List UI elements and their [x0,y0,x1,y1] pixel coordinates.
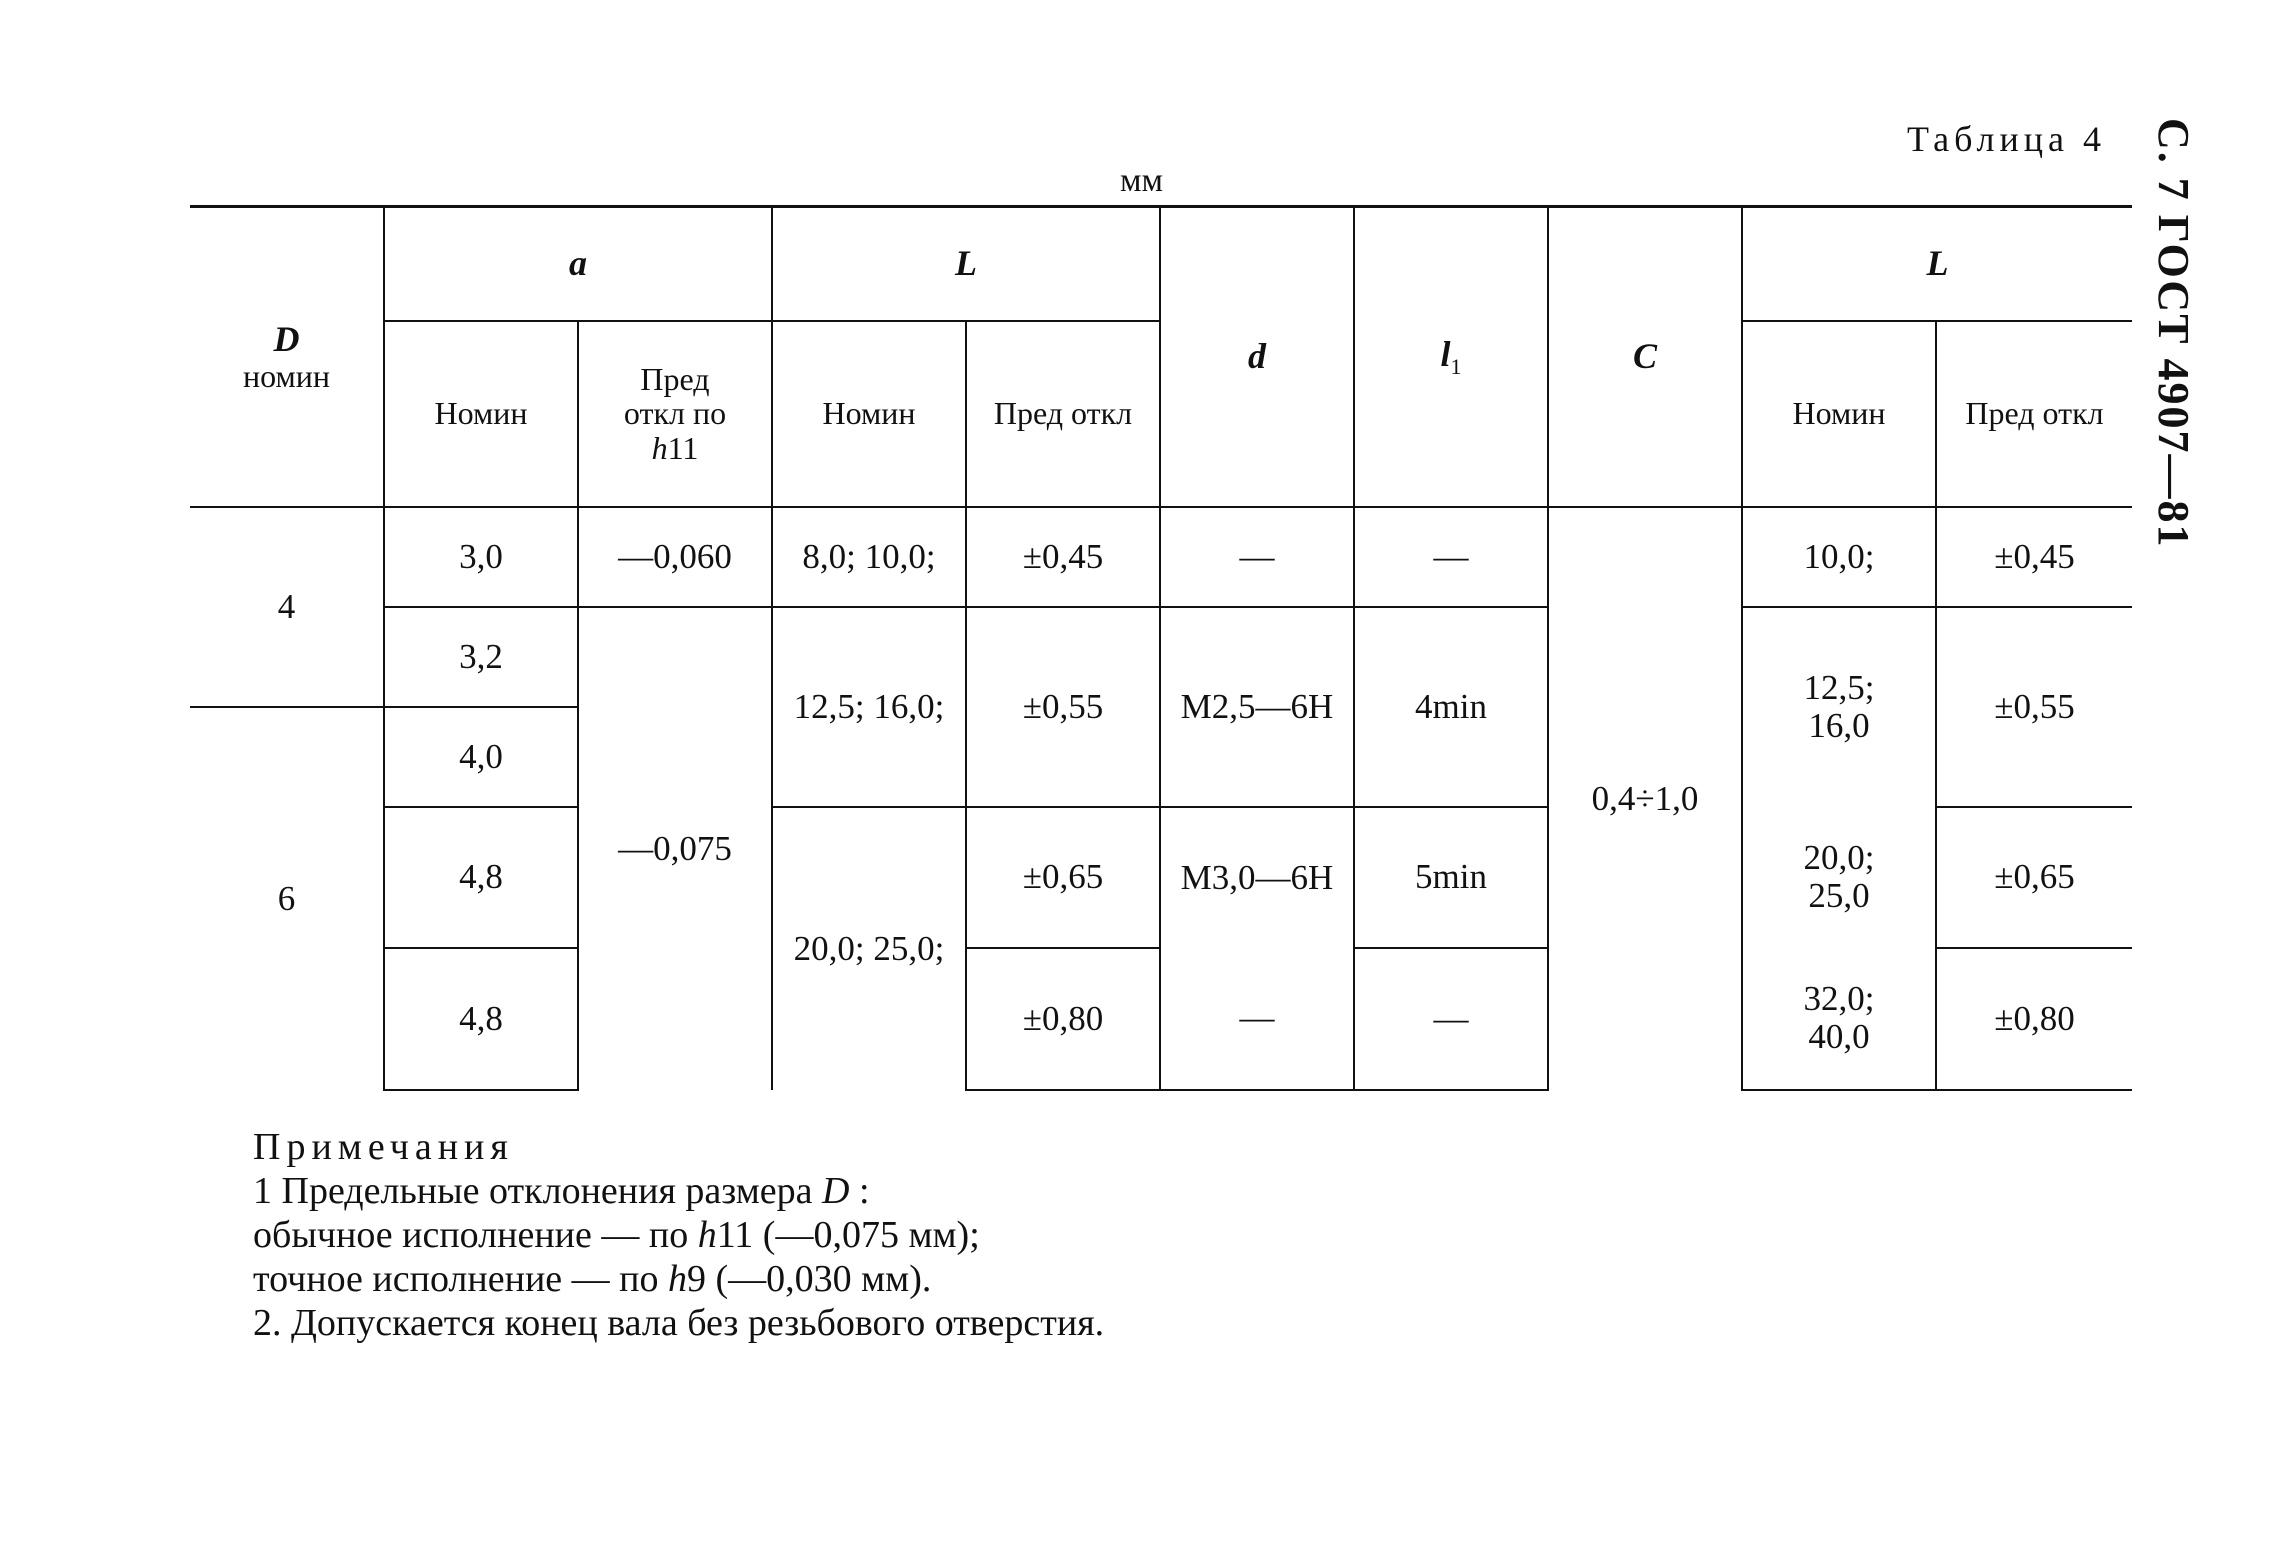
note-precise-prefix: точное исполнение — по [253,1258,668,1301]
cell-l-tol: ±0,45 [966,507,1160,607]
note-precise-suffix: 9 (—0,030 мм). [686,1258,932,1301]
cell-d-4: 4 [190,507,384,707]
cell-l2-nom: 10,0; [1742,507,1936,607]
cell-l1: 5min [1354,807,1548,948]
header-row-top [190,207,2132,321]
cell-l2-tol: ±0,45 [1936,507,2132,607]
note-1 [253,1169,1104,1213]
header-c: C [1548,207,1742,507]
header-l2-nomin: Номин [1742,321,1936,507]
header-l-tol: Пред откл [966,321,1160,507]
header-d-nom [190,207,384,507]
note-1-precise [253,1257,1104,1301]
table-row [190,607,2132,707]
note-1-ordinary [253,1213,1104,1257]
header-a-tol-line2: откл по [623,395,727,432]
cell-l2-tol: ±0,55 [1936,607,2132,807]
cell-a-nom: 4,8 [384,807,578,948]
note-1-suffix: : [849,1170,870,1213]
cell-l2-tol: ±0,80 [1936,948,2132,1090]
cell-a-nom: 4,8 [384,948,578,1090]
cell-a-nom: 3,0 [384,507,578,607]
notes-title: Примечания [253,1126,514,1168]
cell-l-tol: ±0,65 [966,807,1160,948]
cell-d-6: 6 [190,707,384,1090]
header-l1-base: l [1440,333,1451,374]
cell-d-thread: M3,0—6H [1160,807,1354,948]
header-a-tol-line3 [585,431,765,466]
unit-label: мм [1120,162,1164,199]
table-row [190,948,2132,1090]
header-l1 [1354,207,1548,507]
cell-a-tol: —0,060 [578,507,772,607]
cell-l2-nom: 12,5; 16,0 [1742,607,1936,807]
cell-d-thread: — [1160,507,1354,607]
header-a-nomin: Номин [384,321,578,507]
notes-block [253,1125,1104,1345]
cell-l1: 4min [1354,607,1548,807]
cell-d-thread: M2,5—6H [1160,607,1354,807]
cell-l-tol: ±0,55 [966,607,1160,807]
header-d-word: номин [242,357,330,394]
cell-l1: — [1354,507,1548,607]
header-l2-tol: Пред откл [1936,321,2132,507]
header-a-tol [578,321,772,507]
cell-l2-nom: 32,0; 40,0 [1742,948,1936,1090]
note-2: 2. Допускается конец вала без резьбового отверстия. [253,1302,1105,1345]
header-d-thread: d [1160,207,1354,507]
spec-table [190,205,2132,1091]
table-caption: Таблица 4 [1907,119,2106,159]
note-precise-h: h [667,1258,687,1301]
cell-l2-tol: ±0,65 [1936,807,2132,948]
cell-l-tol: ±0,80 [966,948,1160,1090]
note-ordinary-prefix: обычное исполнение — по [253,1214,698,1257]
cell-l-nom: 12,5; 16,0; [772,607,966,807]
note-ordinary-h: h [697,1214,717,1257]
header-a-tol-num: 11 [667,429,699,466]
header-l2: L [1742,207,2132,321]
note-ordinary-suffix: 11 (—0,075 мм); [716,1214,980,1257]
cell-l-nom: 20,0; 25,0; [772,807,966,1090]
cell-a-tol: —0,075 [578,607,772,1090]
note-1-prefix: 1 Предельные отклонения размера [253,1170,823,1213]
cell-l1: — [1354,948,1548,1090]
header-l1-sub: 1 [1450,353,1462,379]
header-l: L [772,207,1160,321]
note-1-symbol: D [822,1170,850,1213]
cell-l2-nom: 20,0; 25,0 [1742,807,1936,948]
cell-d-thread: — [1160,948,1354,1090]
header-a-tol-line1: Пред [640,360,710,397]
cell-c: 0,4÷1,0 [1548,507,1742,1090]
header-l-nomin: Номин [772,321,966,507]
cell-l-nom: 8,0; 10,0; [772,507,966,607]
cell-a-nom: 4,0 [384,707,578,807]
table-row [190,807,2132,948]
header-a-tol-h: h [651,429,668,466]
header-d-symbol: D [273,319,300,360]
table-row [190,507,2132,607]
page-running-title: С. 7 ГОСТ 4907—81 [2149,118,2198,549]
cell-a-nom: 3,2 [384,607,578,707]
header-a: a [384,207,772,321]
